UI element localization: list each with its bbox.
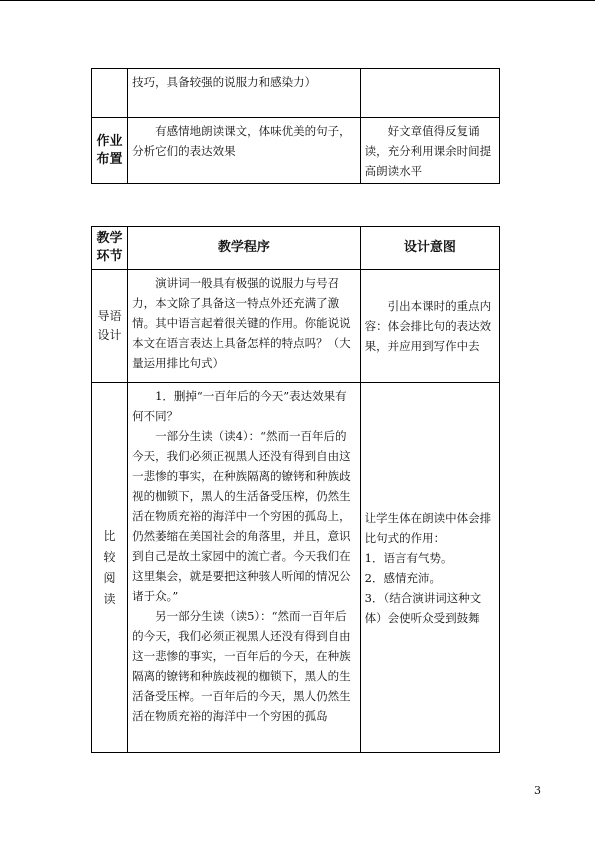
header-stage-line1: 教学 [96, 231, 123, 246]
compare-reading-1: 一部分生读（读4）：“然而一百年后的今天，我们必须正视黑人还没有得到自由这一悲惨的事实，在种族隔离的镣铐和种族歧视的枷锁下，黑人的生活备受压榨，仍然生活在物质充裕的海洋中一个穷困的孤岛上，仍然萎缩在美国社会的角落里，并且，意识到自己是故土家园中的流亡者。今天我们在这里集会，就是要把这种骇人听闻的情况公诸于众。” [132, 429, 351, 603]
continued-label-cell [92, 69, 128, 118]
homework-text: 有感情地朗读课文，体味优美的句子，分析它们的表达效果 [132, 124, 351, 158]
compare-row [92, 383, 500, 753]
compare-note-cell [360, 383, 499, 753]
compare-question: 1．删掉“一百年后的今天”表达效果有何不同？ [132, 389, 347, 423]
homework-label-line2: 布置 [96, 151, 123, 167]
compare-note-item-2: 2．感情充沛。 [364, 570, 441, 585]
page-top-rule [0, 0, 595, 1]
teaching-table [91, 226, 500, 753]
compare-label-char: 阅 [103, 570, 116, 585]
intro-label-line2: 设计 [97, 328, 122, 342]
intro-text: 演讲词一般具有极强的说服力与号召力，本文除了具备这一特点外还充满了激情。其中语言起着很关键的作用。你能说说本文在语言表达上具备怎样的特点吗？（大量运用排比句式） [132, 276, 351, 370]
homework-label [92, 118, 128, 184]
compare-label-char: 读 [103, 591, 116, 606]
homework-label-line1: 作业 [96, 133, 123, 149]
intro-label [92, 270, 128, 383]
homework-table [91, 68, 500, 184]
header-stage [92, 227, 128, 270]
intro-note-cell [360, 270, 499, 383]
intro-note: 引出本课时的重点内容：体会排比句的表达效果，并应用到写作中去 [364, 299, 492, 353]
homework-note: 好文章值得反复诵读，充分利用课余时间提高朗读水平 [364, 124, 492, 178]
homework-row [92, 118, 500, 184]
header-row [92, 227, 500, 270]
continued-text: 技巧，具备较强的说服力和感染力） [132, 75, 317, 89]
page-number: 3 [534, 784, 541, 797]
intro-text-cell [128, 270, 361, 383]
continued-note-cell [360, 69, 499, 118]
compare-note-item-3: 3．（结合演讲词这种文体）会使听众受到鼓舞 [364, 590, 482, 625]
compare-label [92, 383, 128, 753]
compare-reading-2: 另一部分生读（读5）：“然而一百年后的今天，我们必须正视黑人还没有得到自由这一悲惨的事实，一百年后的今天，在种族隔离的镣铐和种族歧视的枷锁下，黑人的生活备受压榨。一百年后的今天，黑人仍然生活在物质充裕的海洋中一个穷困的孤岛 [132, 609, 351, 723]
homework-text-cell [128, 118, 361, 184]
header-stage-line2: 环节 [96, 249, 123, 264]
continued-row [92, 69, 500, 118]
homework-note-cell [360, 118, 499, 184]
intro-label-line1: 导语 [97, 309, 122, 323]
header-intent: 设计意图 [360, 227, 499, 270]
compare-label-char: 比 [103, 528, 116, 543]
compare-note-intro: 让学生体在朗读中体会排比句式的作用： [364, 510, 492, 545]
header-procedure: 教学程序 [128, 227, 361, 270]
intro-row [92, 270, 500, 383]
compare-text-cell [128, 383, 361, 753]
compare-note-item-1: 1．语言有气势。 [364, 550, 453, 565]
compare-label-char: 较 [103, 549, 116, 564]
continued-text-cell [128, 69, 361, 118]
